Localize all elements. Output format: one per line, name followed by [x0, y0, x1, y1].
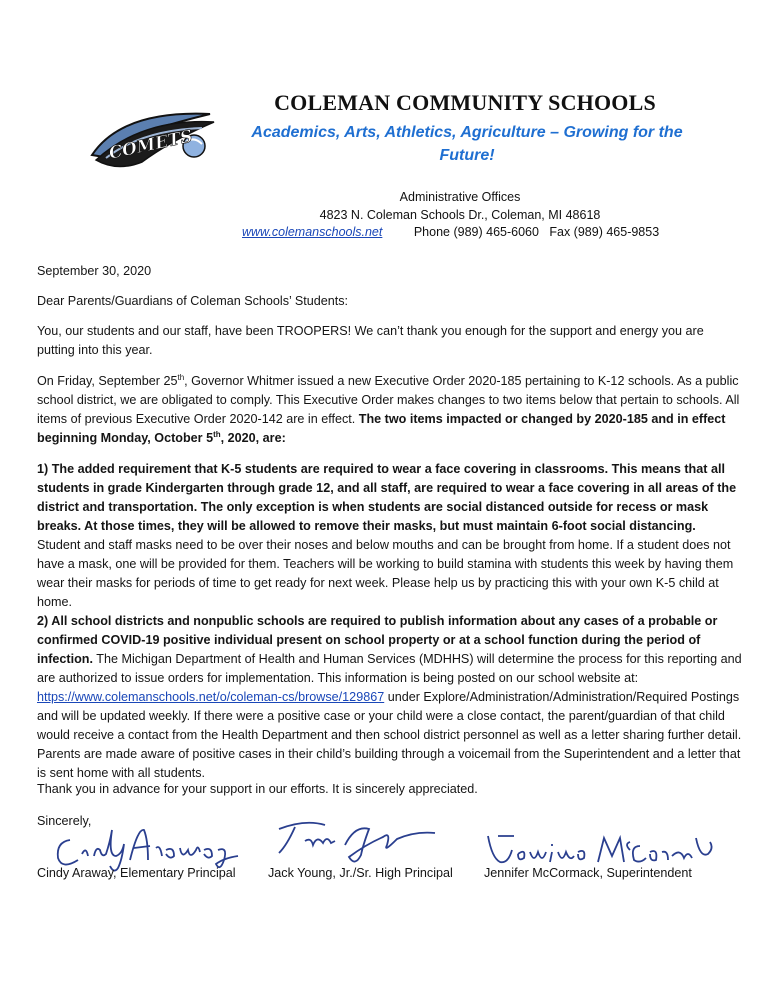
- comets-logo: [82, 100, 222, 180]
- svg-text:COMETS: COMETS: [107, 126, 195, 164]
- p2-text-a: On Friday, September 25: [37, 374, 178, 388]
- letter-date: September 30, 2020: [37, 264, 152, 278]
- paragraph-intro: You, our students and our staff, have been TROOPERS! We can’t thank you enough for the support and energy you are putting into this year.: [37, 324, 704, 357]
- office-contact: [242, 225, 722, 239]
- fax-number: Fax (989) 465-9853: [549, 225, 660, 239]
- website-link[interactable]: www.colemanschools.net: [242, 225, 383, 239]
- signer-name-1: Cindy Araway, Elementary Principal: [37, 866, 236, 880]
- p2-text-b: , Governor Whitmer issued a new Executive Order 2020-185 pertaining to K-12 schools. As a public school district, we are obligated to comply. This Executive Order makes changes to two items below that pertain to schools. All items of previous Executive Order 2020-142 are in effect.: [37, 374, 740, 426]
- closing: Sincerely,: [37, 814, 92, 828]
- paragraph-item-2: [37, 612, 742, 783]
- school-name: COLEMAN COMMUNITY SCHOOLS: [274, 90, 656, 115]
- covid-reporting-link[interactable]: https://www.colemanschools.net/o/coleman-cs/browse/129867: [37, 690, 385, 704]
- school-tagline: Academics, Arts, Athletics, Agriculture – Growing for the Future!: [251, 124, 683, 164]
- office-address: 4823 N. Coleman Schools Dr., Coleman, MI 48618: [319, 208, 601, 222]
- thank-you-line: Thank you in advance for your support in our efforts. It is sincerely appreciated.: [37, 782, 478, 796]
- p3-rest: Student and staff masks need to be over their noses and below mouths and can be brought from home. If a student does not have a mask, one will be provided for them. Teachers will be working to build stamina with students this week by having them wear their masks for periods of time to get ready for next week. Please help us by practicing this with your own K-5 child at home.: [37, 538, 734, 609]
- office-title: Administrative Offices: [399, 190, 521, 204]
- signer-name-2: Jack Young, Jr./Sr. High Principal: [268, 866, 453, 880]
- p2-sup-2: th: [213, 429, 221, 439]
- salutation: Dear Parents/Guardians of Coleman Schools’ Students:: [37, 294, 349, 308]
- p2-bold-b: , 2020, are:: [220, 431, 286, 445]
- signature-jack-young: [265, 815, 445, 865]
- signer-name-3: Jennifer McCormack, Superintendent: [484, 866, 692, 880]
- paragraph-executive-order: [37, 372, 742, 448]
- p3-bold: 1) The added requirement that K-5 students are required to wear a face covering in classrooms. This means that all students in grade Kindergarten through grade 12, and all staff, are required to wear a face covering in all areas of the district and transportation. The only exception is when students are social distanced outside for recess or mask breaks. At those times, they will be allowed to remove their masks, but must maintain 6-foot social distancing.: [37, 462, 737, 533]
- phone-number: Phone (989) 465-6060: [413, 225, 539, 239]
- p2-bold-a: The two items impacted or changed by 2020-185 and in effect beginning Monday, October 5: [37, 412, 726, 445]
- p4-text-a: The Michigan Department of Health and Human Services (MDHHS) will determine the process for this reporting and are authorized to issue orders for implementation. This information is being posted on our school website at:: [37, 652, 742, 685]
- p4-text-b: under Explore/Administration/Administration/Required Postings and will be updated weekly. If there were a positive case or your child were a close contact, the parent/guardian of that child would receive a contact from the Health Department and then school district personnel as well as a letter sharing further detail. Parents are made aware of positive cases in their child’s building through a voicemail from the Superintendent and a letter that is sent home with all students.: [37, 690, 742, 780]
- paragraph-item-1: [37, 460, 742, 612]
- p2-sup-1: th: [177, 372, 185, 382]
- p4-bold: 2) All school districts and nonpublic schools are required to publish information about any cases of a probable or confirmed COVID-19 positive individual present on school property or at a school function during the period of infection.: [37, 614, 718, 666]
